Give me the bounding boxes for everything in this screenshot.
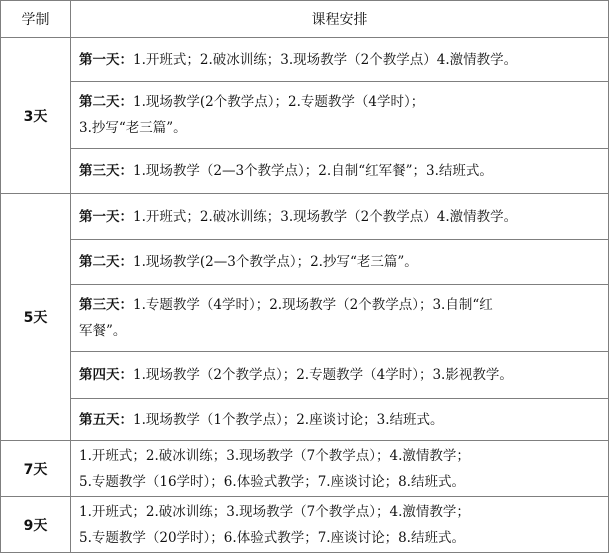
table-row xyxy=(1,497,609,553)
duration-9-days: 9天 xyxy=(1,497,71,553)
table-row xyxy=(1,285,609,352)
schedule-day xyxy=(71,194,609,240)
table-row xyxy=(1,240,609,285)
summary-line: 5.专题教学（20学时）；6.体验式教学；7.座谈讨论；8.结班式。 xyxy=(79,529,465,546)
table-row xyxy=(1,194,609,240)
day-label: 第一天： xyxy=(79,51,133,68)
schedule-day xyxy=(71,285,609,352)
schedule-day xyxy=(71,352,609,399)
day-content-continued: 3.抄写“老三篇”。 xyxy=(79,120,187,136)
schedule-summary xyxy=(71,497,609,553)
schedule-day xyxy=(71,82,609,149)
day-label: 第一天： xyxy=(79,208,133,225)
day-content: 1.现场教学(2个教学点）；2.专题教学（4学时）； xyxy=(133,94,425,110)
day-label: 第三天： xyxy=(79,163,133,179)
table-header-row xyxy=(1,1,609,38)
summary-line: 1.开班式；2.破冰训练；3.现场教学（7个教学点）；4.激情教学； xyxy=(79,503,470,520)
day-label: 第二天： xyxy=(79,94,133,110)
duration-3-days: 3天 xyxy=(1,38,71,194)
schedule-day xyxy=(71,399,609,441)
header-schedule: 课程安排 xyxy=(71,1,609,38)
day-label: 第四天： xyxy=(79,367,133,383)
day-content: 1.开班式；2.破冰训练；3.现场教学（2个教学点）4.激情教学。 xyxy=(133,208,518,225)
day-content: 1.现场教学(2—3个教学点）；2.抄写“老三篇”。 xyxy=(133,254,418,270)
day-content: 1.专题教学（4学时）；2.现场教学（2个教学点）；3.自制“红 xyxy=(133,297,493,313)
table-row xyxy=(1,441,609,497)
day-content: 1.开班式；2.破冰训练；3.现场教学（2个教学点）4.激情教学。 xyxy=(133,51,518,68)
day-content: 1.现场教学（2—3个教学点）；2.自制“红军餐”；3.结班式。 xyxy=(133,163,493,179)
schedule-day xyxy=(71,149,609,194)
table-row xyxy=(1,82,609,149)
day-content: 1.现场教学（2个教学点）；2.专题教学（4学时）；3.影视教学。 xyxy=(133,367,513,383)
schedule-summary xyxy=(71,441,609,497)
summary-line: 1.开班式；2.破冰训练；3.现场教学（7个教学点）；4.激情教学； xyxy=(79,447,470,464)
day-label: 第二天： xyxy=(79,254,133,270)
day-content: 1.现场教学（1个教学点）；2.座谈讨论；3.结班式。 xyxy=(133,411,444,428)
table-row xyxy=(1,38,609,82)
duration-7-days: 7天 xyxy=(1,441,71,497)
table-row xyxy=(1,352,609,399)
day-content-continued: 军餐”。 xyxy=(79,323,127,339)
day-label: 第三天： xyxy=(79,297,133,313)
duration-5-days: 5天 xyxy=(1,194,71,441)
table-row xyxy=(1,399,609,441)
schedule-day xyxy=(71,38,609,82)
header-duration: 学制 xyxy=(1,1,71,38)
day-label: 第五天： xyxy=(79,411,133,428)
schedule-day xyxy=(71,240,609,285)
summary-line: 5.专题教学（16学时）；6.体验式教学；7.座谈讨论；8.结班式。 xyxy=(79,473,465,490)
table-row xyxy=(1,149,609,194)
